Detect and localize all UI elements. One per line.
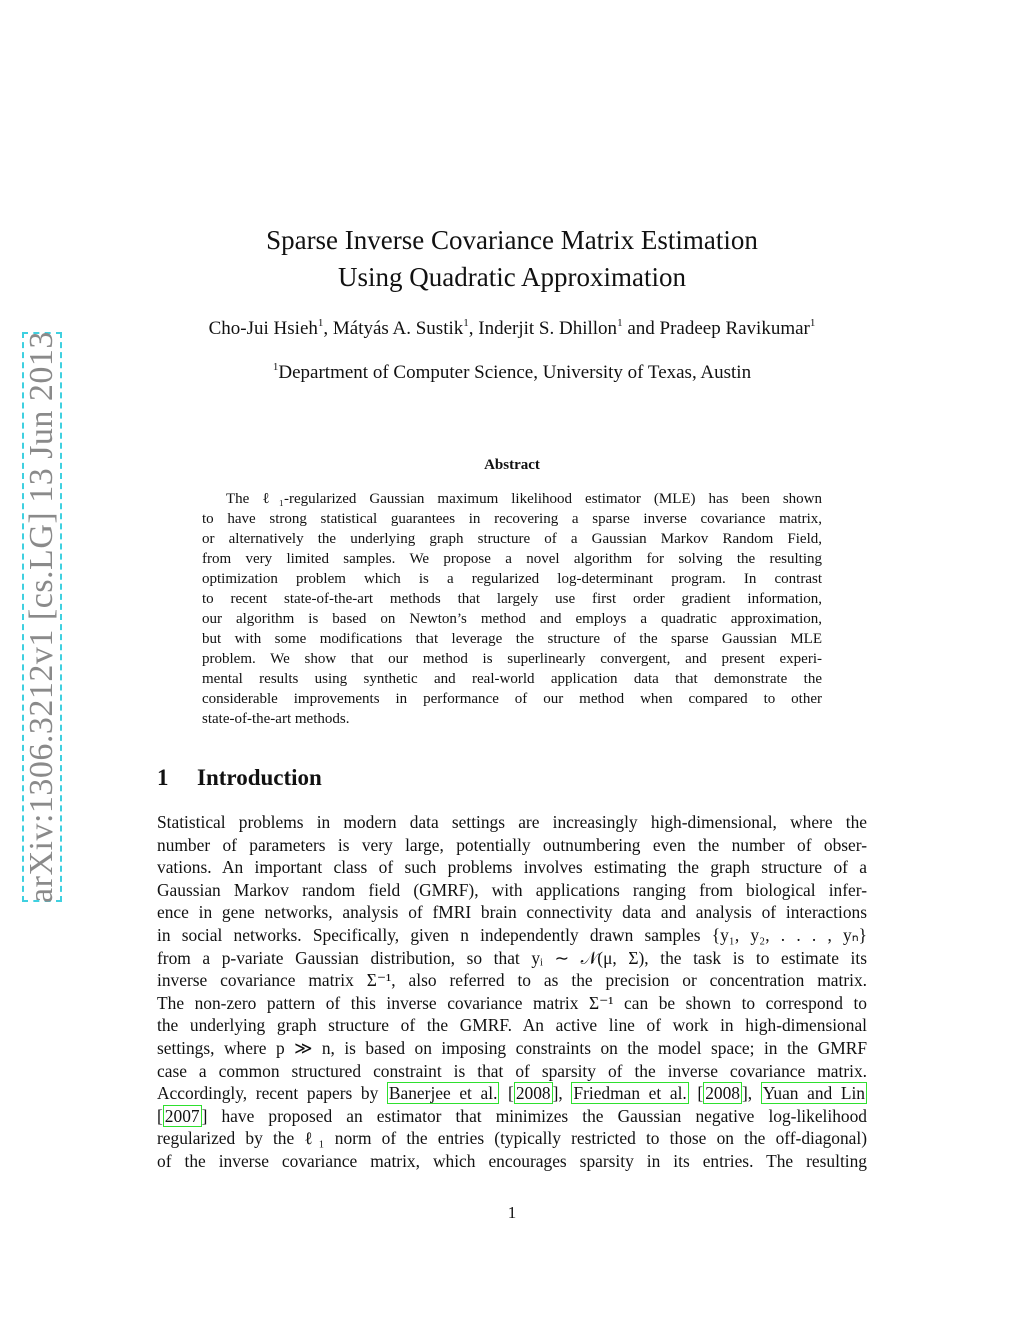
- intro-line: the underlying graph structure of the GMRF. An active line of work in high-dimensional: [157, 1015, 867, 1036]
- author-name: Mátyás A. Sustik: [332, 318, 464, 339]
- abstract-line: state-of-the-art methods.: [202, 711, 350, 727]
- introduction-body: [157, 811, 867, 1173]
- section-number: 1: [157, 765, 169, 790]
- abstract-line: optimization problem which is a regularized log-determinant program. In contrast: [202, 571, 822, 587]
- abstract-line: from very limited samples. We propose a novel algorithm for solving the resulting: [202, 551, 822, 567]
- intro-citation-line: [157, 1105, 867, 1128]
- section-heading: [157, 765, 322, 791]
- author-name: Inderjit S. Dhillon: [478, 318, 618, 339]
- intro-line: ence in gene networks, analysis of fMRI brain connectivity data and analysis of interactions: [157, 902, 867, 923]
- affiliation: [0, 361, 1024, 384]
- abstract-line: to have strong statistical guarantees in recovering a sparse inverse covariance matrix,: [202, 511, 822, 527]
- abstract-heading: Abstract: [484, 457, 540, 473]
- citation-bracket: [: [157, 1105, 163, 1126]
- citation-prefix: Accordingly, recent papers by: [157, 1083, 387, 1104]
- intro-line: case a common structured constraint is that of sparsity of the inverse covariance matrix.: [157, 1060, 867, 1081]
- citation-year-link[interactable]: 2007: [164, 1105, 200, 1126]
- intro-line: settings, where p ≫ n, is based on imposing constraints on the model space; in the GMRF: [157, 1037, 867, 1058]
- author-affil-mark: 1: [617, 317, 623, 329]
- author-name: Pradeep Ravikumar: [659, 318, 810, 339]
- intro-line: The non-zero pattern of this inverse covariance matrix Σ⁻¹ can be shown to correspond to: [157, 992, 867, 1013]
- intro-line: inverse covariance matrix Σ⁻¹, also referred to as the precision or concentration matrix.: [157, 970, 867, 991]
- arxiv-stamp[interactable]: arXiv:1306.3212v1 [cs.LG] 13 Jun 2013: [23, 331, 60, 903]
- citation-link-banerjee[interactable]: Banerjee et al.: [388, 1083, 498, 1104]
- abstract-line: considerable improvements in performance of our method when compared to other: [202, 691, 822, 707]
- affiliation-text: Department of Computer Science, University of Texas, Austin: [278, 362, 752, 383]
- citation-bracket: [: [499, 1083, 514, 1104]
- intro-line: Gaussian Markov random field (GMRF), with applications ranging from biological infer-: [157, 879, 867, 900]
- author-sep: ,: [468, 318, 479, 339]
- intro-line: Statistical problems in modern data settings are increasingly high-dimensional, where the: [157, 812, 867, 832]
- page-number: 1: [507, 1203, 517, 1222]
- abstract-line: The ℓ₁-regularized Gaussian maximum likelihood estimator (MLE) has been shown: [226, 491, 822, 507]
- abstract-body: [202, 489, 822, 729]
- citation-bracket: [: [688, 1083, 704, 1104]
- abstract-line: to recent state-of-the-art methods that largely use first order gradient information,: [202, 591, 822, 607]
- citation-bracket: ],: [741, 1083, 761, 1104]
- author-sep: ,: [323, 318, 333, 339]
- citation-link-friedman[interactable]: Friedman et al.: [573, 1083, 687, 1104]
- author-name: Cho-Jui Hsieh: [208, 318, 318, 339]
- paper-title: [0, 222, 1024, 296]
- title-line-2: Using Quadratic Approximation: [338, 262, 686, 292]
- abstract-line: but with some modifications that leverage the structure of the sparse Gaussian MLE: [202, 631, 822, 647]
- author-list: [0, 317, 1024, 340]
- intro-line: from a p-variate Gaussian distribution, so that yᵢ ∼ 𝒩(μ, Σ), the task is to estimate its: [157, 947, 867, 968]
- author-sep: and: [622, 318, 660, 339]
- abstract-line: problem. We show that our method is superlinearly convergent, and present experi-: [202, 651, 822, 667]
- abstract-line: our algorithm is based on Newton’s method and employs a quadratic approximation,: [202, 611, 822, 627]
- author-affil-mark: 1: [809, 317, 816, 329]
- citation-text: ] have proposed an estimator that minimizes the Gaussian negative log-likelihood: [201, 1105, 867, 1126]
- author-affil-mark: 1: [463, 317, 469, 329]
- citation-bracket: ],: [552, 1083, 572, 1104]
- intro-line: vations. An important class of such problems involves estimating the graph structure of a: [157, 857, 867, 878]
- citation-year-link[interactable]: 2008: [705, 1083, 740, 1104]
- citation-year-link[interactable]: 2008: [515, 1083, 551, 1104]
- abstract-line: or alternatively the underlying graph structure of a Gaussian Markov Random Field,: [202, 531, 822, 547]
- intro-line: in social networks. Specifically, given n independently drawn samples {y₁, y₂, . . . , yₙ}: [157, 924, 867, 945]
- intro-line: of the inverse covariance matrix, which encourages sparsity in its entries. The resulting: [157, 1150, 867, 1171]
- abstract-line: mental results using synthetic and real-world application data that demonstrate the: [202, 671, 822, 687]
- intro-citation-line: [157, 1082, 867, 1105]
- affiliation-mark: 1: [272, 361, 279, 373]
- section-title: Introduction: [197, 765, 322, 790]
- intro-line: number of parameters is very large, potentially outnumbering even the number of obser-: [157, 834, 867, 855]
- intro-line: regularized by the ℓ₁ norm of the entries (typically restricted to those on the off-diagonal): [157, 1128, 867, 1149]
- title-line-1: Sparse Inverse Covariance Matrix Estimation: [266, 225, 758, 255]
- citation-link-yuan-lin[interactable]: Yuan and Lin: [762, 1083, 866, 1104]
- author-affil-mark: 1: [317, 317, 324, 329]
